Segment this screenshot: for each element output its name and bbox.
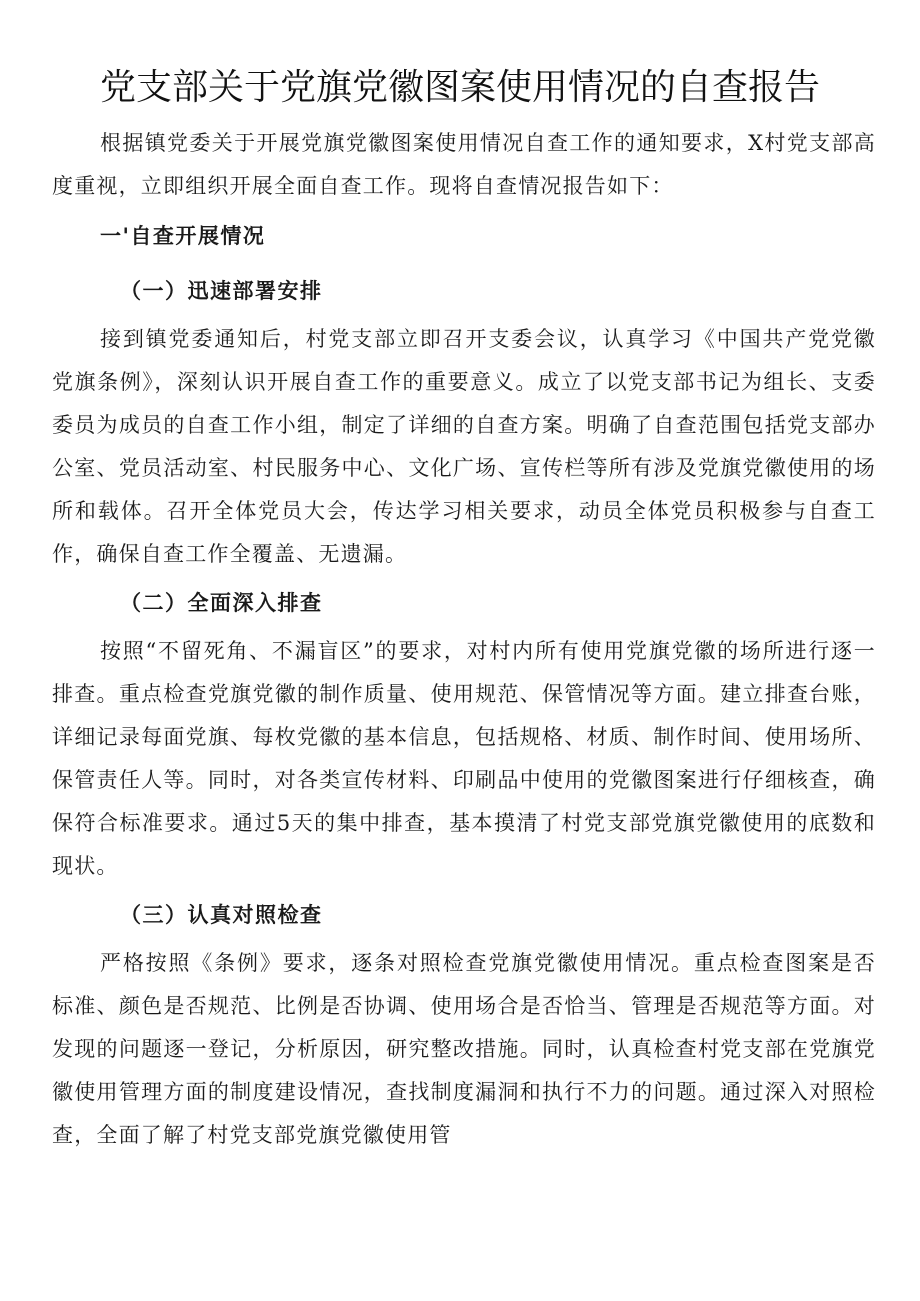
document-title: 党支部关于党旗党徽图案使用情况的自查报告 xyxy=(99,67,820,108)
subsection-paragraph-3: 严格按照《条例》要求，逐条对照检查党旗党徽使用情况。重点检查图案是否标准、颜色是否规范、比例是否协调、使用场合是否恰当、管理是否规范等方面。对发现的问题逐一登记，分析原因，研究整改措施。同时，认真检查村党支部在党旗党徽使用管理方面的制度建设情况，查找制度漏洞和执行不力的问题。通过深入对照检查，全面了解了村党支部党旗党徽使用管 xyxy=(52,951,876,1147)
subsection-paragraph-2: 按照“不留死角、不漏盲区”的要求，对村内所有使用党旗党徽的场所进行逐一排查。重点检查党旗党徽的制作质量、使用规范、保管情况等方面。建立排查台账，详细记录每面党旗、每枚党徽的基本信息，包括规格、材质、制作时间、使用场所、保管责任人等。同时，对各类宣传材料、印刷品中使用的党徽图案进行仔细核查，确保符合标准要求。通过5天的集中排查，基本摸清了村党支部党旗党徽使用的底数和现状。 xyxy=(52,639,876,878)
intro-paragraph: 根据镇党委关于开展党旗党徽图案使用情况自查工作的通知要求，X村党支部高度重视，立即组织开展全面自查工作。现将自查情况报告如下： xyxy=(52,131,876,198)
subsection-heading-2: （二）全面深入排查 xyxy=(120,590,323,615)
section-heading-1: 一'自查开展情况 xyxy=(100,223,266,248)
subsection-heading-1: （一）迅速部署安排 xyxy=(120,278,323,303)
document-body xyxy=(52,122,876,1157)
subsection-heading-3: （三）认真对照检查 xyxy=(120,902,323,927)
subsection-paragraph-1: 接到镇党委通知后，村党支部立即召开支委会议，认真学习《中国共产党党徽党旗条例》，深刻认识开展自查工作的重要意义。成立了以党支部书记为组长、支委委员为成员的自查工作小组，制定了详细的自查方案。明确了自查范围包括党支部办公室、党员活动室、村民服务中心、文化广场、宣传栏等所有涉及党旗党徽使用的场所和载体。召开全体党员大会，传达学习相关要求，动员全体党员积极参与自查工作，确保自查工作全覆盖、无遗漏。 xyxy=(52,327,876,566)
